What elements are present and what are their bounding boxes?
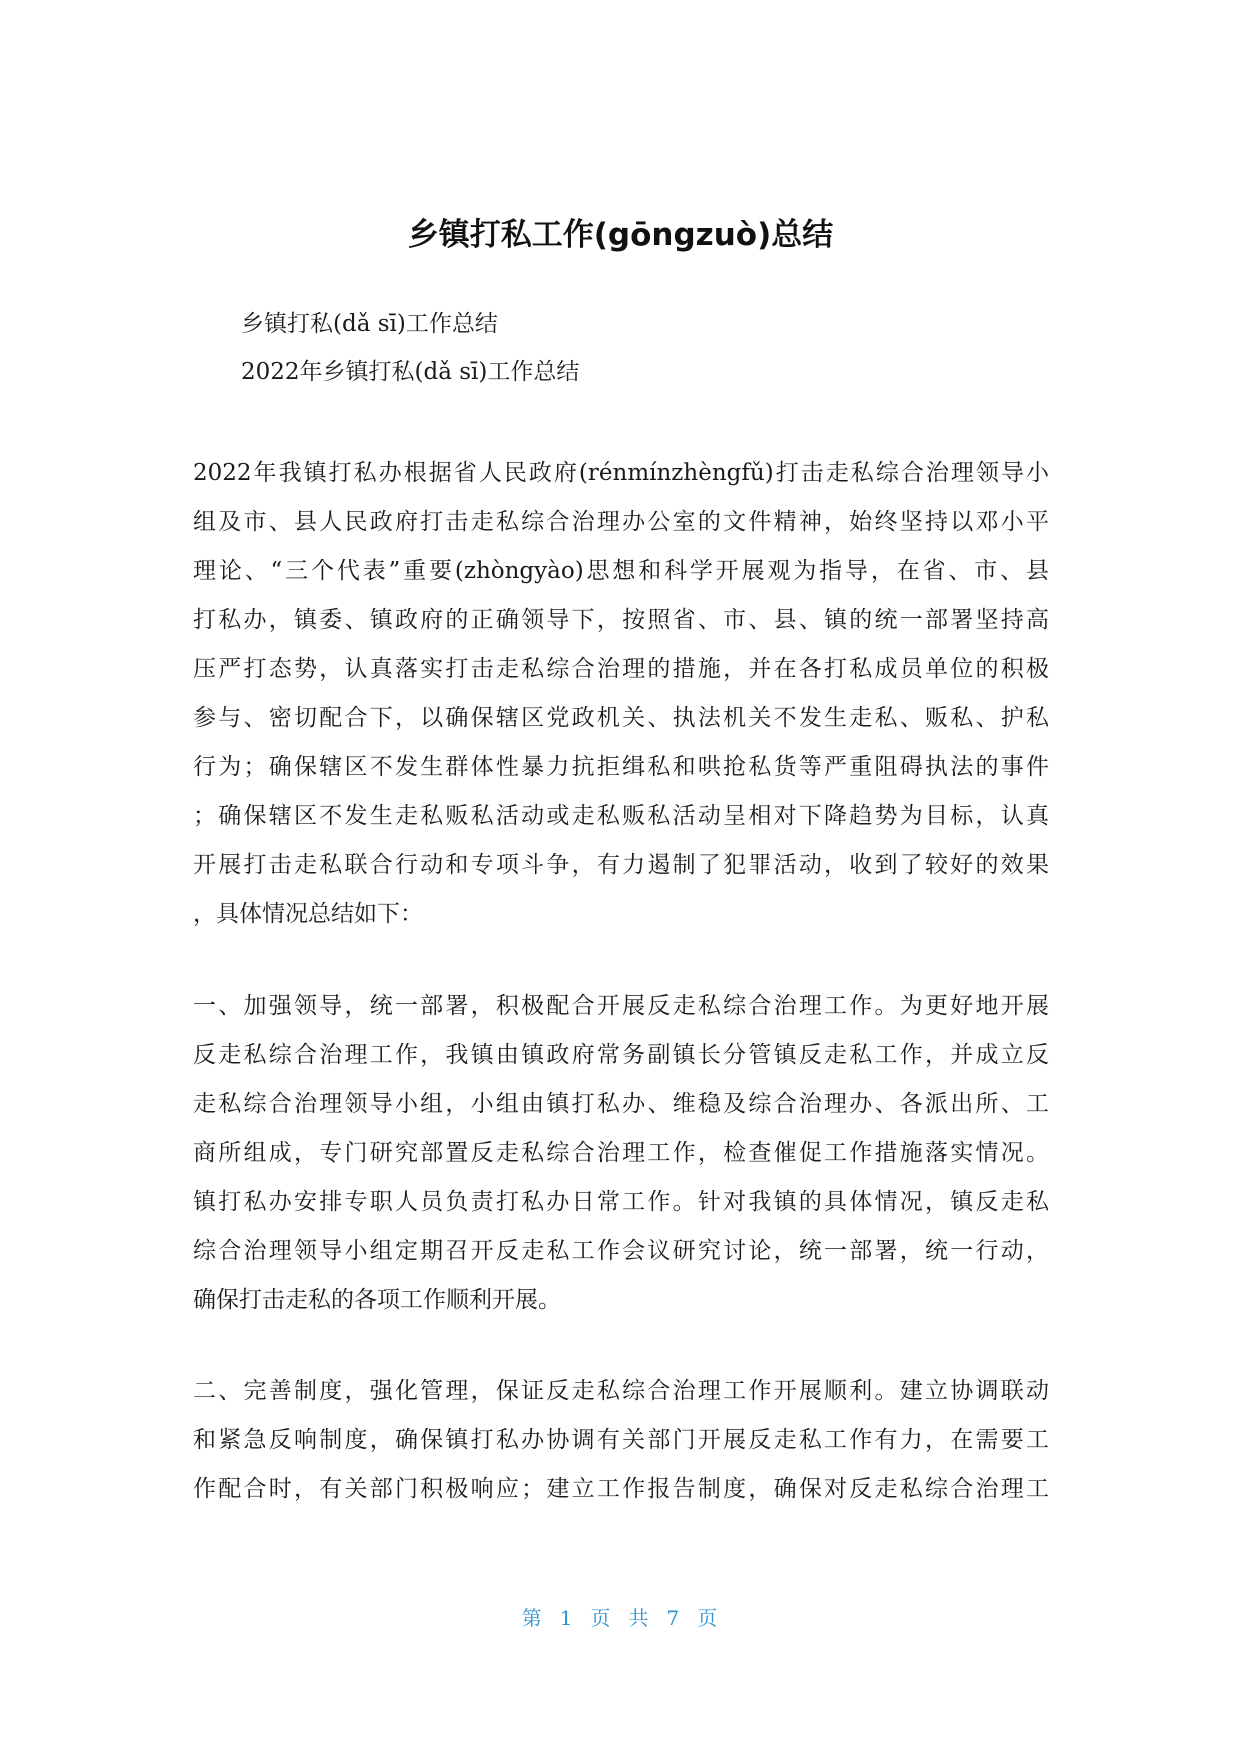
body-paragraph [193,449,1049,939]
text-line: 确保打击走私的各项工作顺利开展。 [193,1287,561,1313]
text-line: 2022年我镇打私办根据省人民政府(rénmínzhèngfǔ)打击走私综合治理领导小 [193,460,1049,486]
text-line: 组及市、县人民政府打击走私综合治理办公室的文件精神，始终坚持以邓小平 [193,509,1049,535]
text-line: 商所组成，专门研究部置反走私综合治理工作，检查催促工作措施落实情况。 [193,1140,1049,1166]
text-line: 行为；确保辖区不发生群体性暴力抗拒缉私和哄抢私货等严重阻碍执法的事件 [193,754,1049,780]
page-title: 乡镇打私工作(gōngzuò)总结 [407,216,834,253]
text-line: 镇打私办安排专职人员负责打私办日常工作。针对我镇的具体情况，镇反走私 [193,1189,1049,1215]
text-line: 作配合时，有关部门积极响应；建立工作报告制度，确保对反走私综合治理工 [193,1476,1049,1502]
body-paragraph [193,1367,1049,1514]
text-line: 反走私综合治理工作，我镇由镇政府常务副镇长分管镇反走私工作，并成立反 [193,1042,1049,1068]
page-footer [0,1604,1241,1632]
text-line: ，具体情况总结如下： [193,901,423,927]
text-line: 压严打态势，认真落实打击走私综合治理的措施，并在各打私成员单位的积极 [193,656,1049,682]
text-line: 开展打击走私联合行动和专项斗争，有力遏制了犯罪活动，收到了较好的效果 [193,852,1049,878]
footer-total-pages: 7 [666,1606,682,1630]
text-line: 二、完善制度，强化管理，保证反走私综合治理工作开展顺利。建立协调联动 [193,1378,1049,1404]
text-line: 一、加强领导，统一部署，积极配合开展反走私综合治理工作。为更好地开展 [193,993,1049,1019]
body-paragraph [193,982,1049,1325]
text-line: 和紧急反响制度，确保镇打私办协调有关部门开展反走私工作有力，在需要工 [193,1427,1049,1453]
text-line: 参与、密切配合下，以确保辖区党政机关、执法机关不发生走私、贩私、护私 [193,705,1049,731]
footer-page-label: 第 [521,1606,544,1630]
footer-page-number: 1 [559,1606,575,1630]
text-line: 打私办，镇委、镇政府的正确领导下，按照省、市、县、镇的统一部署坚持高 [193,607,1049,633]
footer-total-label: 共 [628,1606,651,1630]
subtitle-line: 乡镇打私(dǎ sī)工作总结 [241,311,498,337]
footer-total-word: 页 [697,1606,720,1630]
footer-page-word: 页 [590,1606,613,1630]
text-line: 综合治理领导小组定期召开反走私工作会议研究讨论，统一部署，统一行动， [193,1238,1049,1264]
subtitle-line: 2022年乡镇打私(dǎ sī)工作总结 [241,359,580,385]
text-line: ；确保辖区不发生走私贩私活动或走私贩私活动呈相对下降趋势为目标，认真 [193,803,1049,829]
text-line: 走私综合治理领导小组，小组由镇打私办、维稳及综合治理办、各派出所、工 [193,1091,1049,1117]
text-line: 理论、“三个代表”重要(zhòngyào)思想和科学开展观为指导，在省、市、县 [193,558,1049,584]
